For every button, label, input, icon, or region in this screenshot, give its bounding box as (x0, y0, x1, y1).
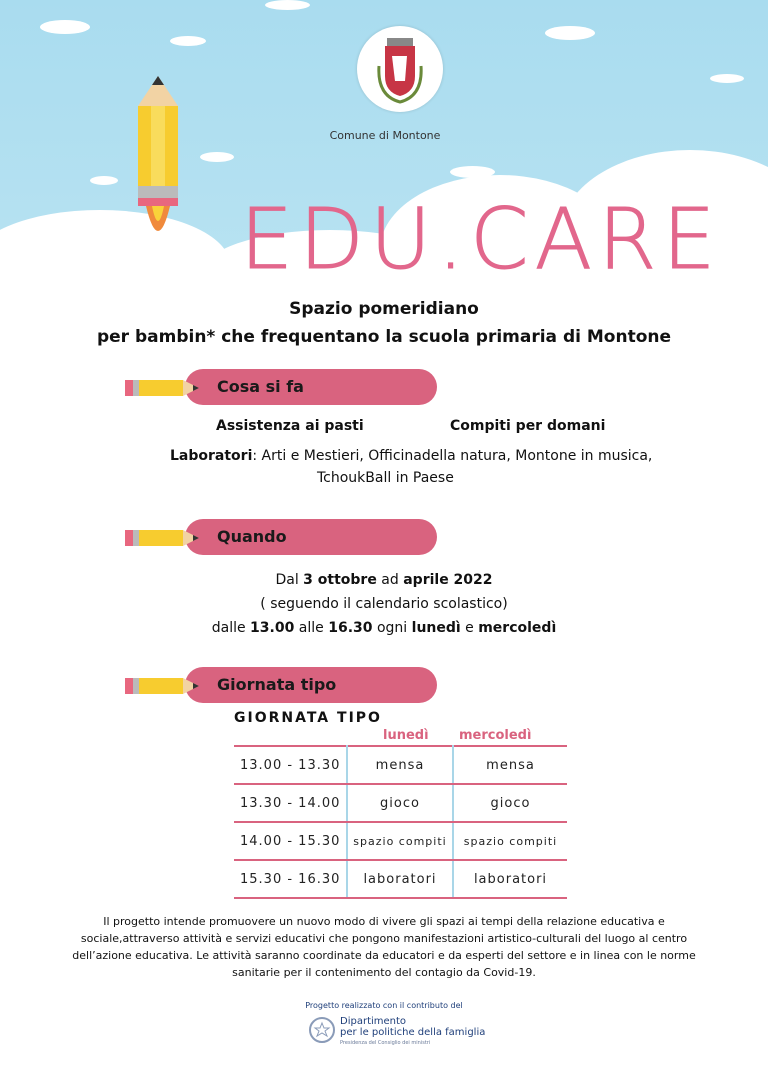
section-label: Giornata tipo (217, 675, 337, 694)
project-description: Il progetto intende promuovere un nuovo modo di vivere gli spazi ai tempi della relazione educativa e sociale,attraverso attività e servizi educativi che pongono manifestazioni artistico-culturali del luogo al centro dell’azione educativa. Le attività saranno coordinate da educatori e da esperti del settore e in linea con le norme sanitarie per il contenimento del contagio da Covid-19. (72, 915, 696, 979)
activity-item: Assistenza ai pasti (216, 418, 364, 434)
laboratori-line (170, 448, 652, 464)
calendar-note: ( seguendo il calendario scolastico) (260, 596, 508, 612)
column-header: mercoledì (459, 728, 532, 743)
section-banner-cosa-si-fa (125, 369, 437, 405)
pencil-icon (125, 378, 199, 398)
credit-text: Progetto realizzato con il contributo del (305, 1001, 463, 1010)
subtitle-line1: Spazio pomeridiano (289, 299, 479, 319)
column-header: lunedì (383, 728, 429, 743)
department-name-2: per le politiche della famiglia (340, 1027, 486, 1038)
schedule-title: GIORNATA TIPO (234, 710, 382, 726)
logo-caption: Comune di Montone (329, 129, 441, 142)
table-row: 14.00 - 15.30 spazio compiti spazio compiti (234, 822, 567, 860)
section-label: Cosa si fa (217, 377, 304, 396)
subtitle-line2: per bambin* che frequentano la scuola primaria di Montone (96, 327, 672, 347)
pencil-icon (125, 676, 199, 696)
laboratori-text-2: TchoukBall in Paese (317, 470, 454, 486)
table-row: 13.30 - 14.00 gioco gioco (234, 784, 567, 822)
department-name: Dipartimento (340, 1016, 407, 1027)
section-label: Quando (217, 527, 287, 546)
rocket-pencil-icon (128, 76, 188, 276)
date-range: Dal 3 ottobre ad aprile 2022 (275, 572, 493, 588)
table-row: 15.30 - 16.30 laboratori laboratori (234, 860, 567, 898)
laboratori-text: : Arti e Mestieri, Officinadella natura, Montone in musica, (252, 448, 653, 464)
time-range: dalle 13.00 alle 16.30 ogni lunedì e mercoledì (211, 620, 557, 636)
schedule-table (234, 745, 567, 899)
table-row: 13.00 - 13.30 mensa mensa (234, 746, 567, 784)
section-banner-giornata-tipo (125, 667, 437, 703)
italian-republic-emblem-icon (309, 1017, 335, 1043)
page-title: EDU.CARE (240, 190, 722, 288)
section-banner-quando (125, 519, 437, 555)
activity-item: Compiti per domani (450, 418, 606, 434)
municipality-crest-logo (357, 26, 443, 112)
department-presidency: Presidenza del Consiglio dei ministri (340, 1040, 431, 1046)
pencil-icon (125, 528, 199, 548)
laboratori-label: Laboratori (170, 448, 253, 464)
